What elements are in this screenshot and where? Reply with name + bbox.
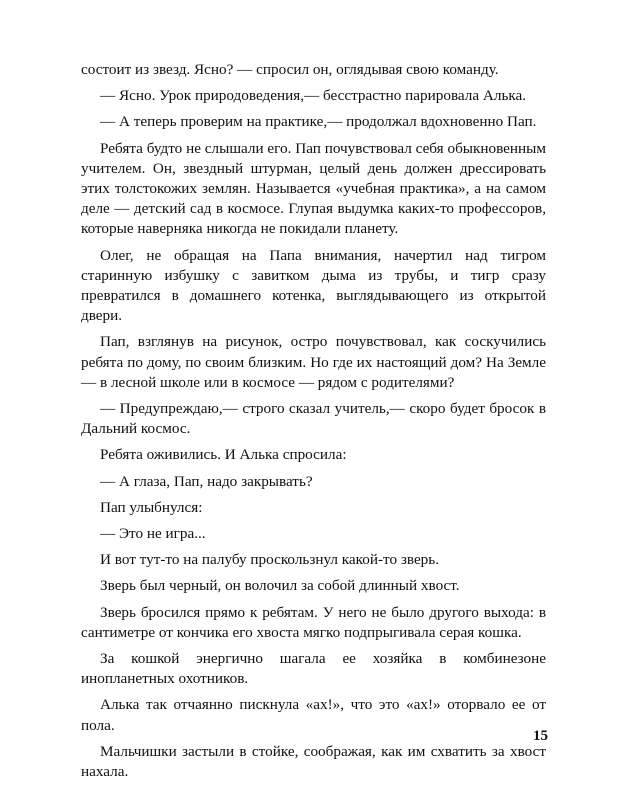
paragraph: Олег, не обращая на Папа внимания, начертил над тигром старинную избушку с завитком дыма из трубы, и тигр сразу превратился в домашнего котенка, выглядывающего из открытой двери. — [81, 246, 546, 325]
body-text — [81, 60, 546, 788]
paragraph: — А теперь проверим на практике,— продолжал вдохновенно Пап. — [100, 113, 537, 131]
paragraph: За кошкой энергично шагала ее хозяйка в комбинезоне инопланетных охотников. — [81, 650, 546, 688]
paragraph: Зверь был черный, он волочил за собой длинный хвост. — [100, 577, 460, 595]
paragraph: Пап, взглянув на рисунок, остро почувствовал, как соскучились ребята по дому, по своим близким. Но где их настоящий дом? На Земле — в лесной школе или в космосе — рядом с родителями? — [81, 333, 546, 391]
paragraph: — Это не игра... — [100, 525, 206, 543]
paragraph: Ребята будто не слышали его. Пап почувствовал себя обыкновенным учителем. Он, звездный штурман, целый день должен дрессировать этих толстокожих землян. Называется «учебная практика», а на самом деле — детский сад в космосе. Глупая выдумка каких-то профессоров, которые наверняка никогда не покидали планету. — [81, 139, 546, 238]
paragraph: И вот тут-то на палубу проскользнул какой-то зверь. — [100, 551, 440, 569]
paragraph: Пап улыбнулся: — [100, 498, 203, 516]
paragraph: — Предупреждаю,— строго сказал учитель,— скоро будет бросок в Дальний космос. — [81, 400, 546, 438]
paragraph: Мальчишки застыли в стойке, соображая, как им схватить за хвост нахала. — [81, 742, 546, 781]
page-number: 15 — [533, 728, 548, 744]
paragraph: Зверь бросился прямо к ребятам. У него не было другого выхода: в сантиметре от кончика его хвоста мягко подпрыгивала серая кошка. — [81, 603, 546, 641]
paragraph: состоит из звезд. Ясно? — спросил он, оглядывая свою команду. — [81, 61, 499, 78]
paragraph: — Ясно. Урок природоведения,— бесстрастно парировала Алька. — [100, 87, 527, 105]
paragraph: Ребята оживились. И Алька спросила: — [100, 446, 347, 464]
paragraph: Алька так отчаянно пискнула «ах!», что это «ах!» оторвало ее от пола. — [81, 696, 546, 734]
paragraph: — А глаза, Пап, надо закрывать? — [100, 472, 313, 490]
